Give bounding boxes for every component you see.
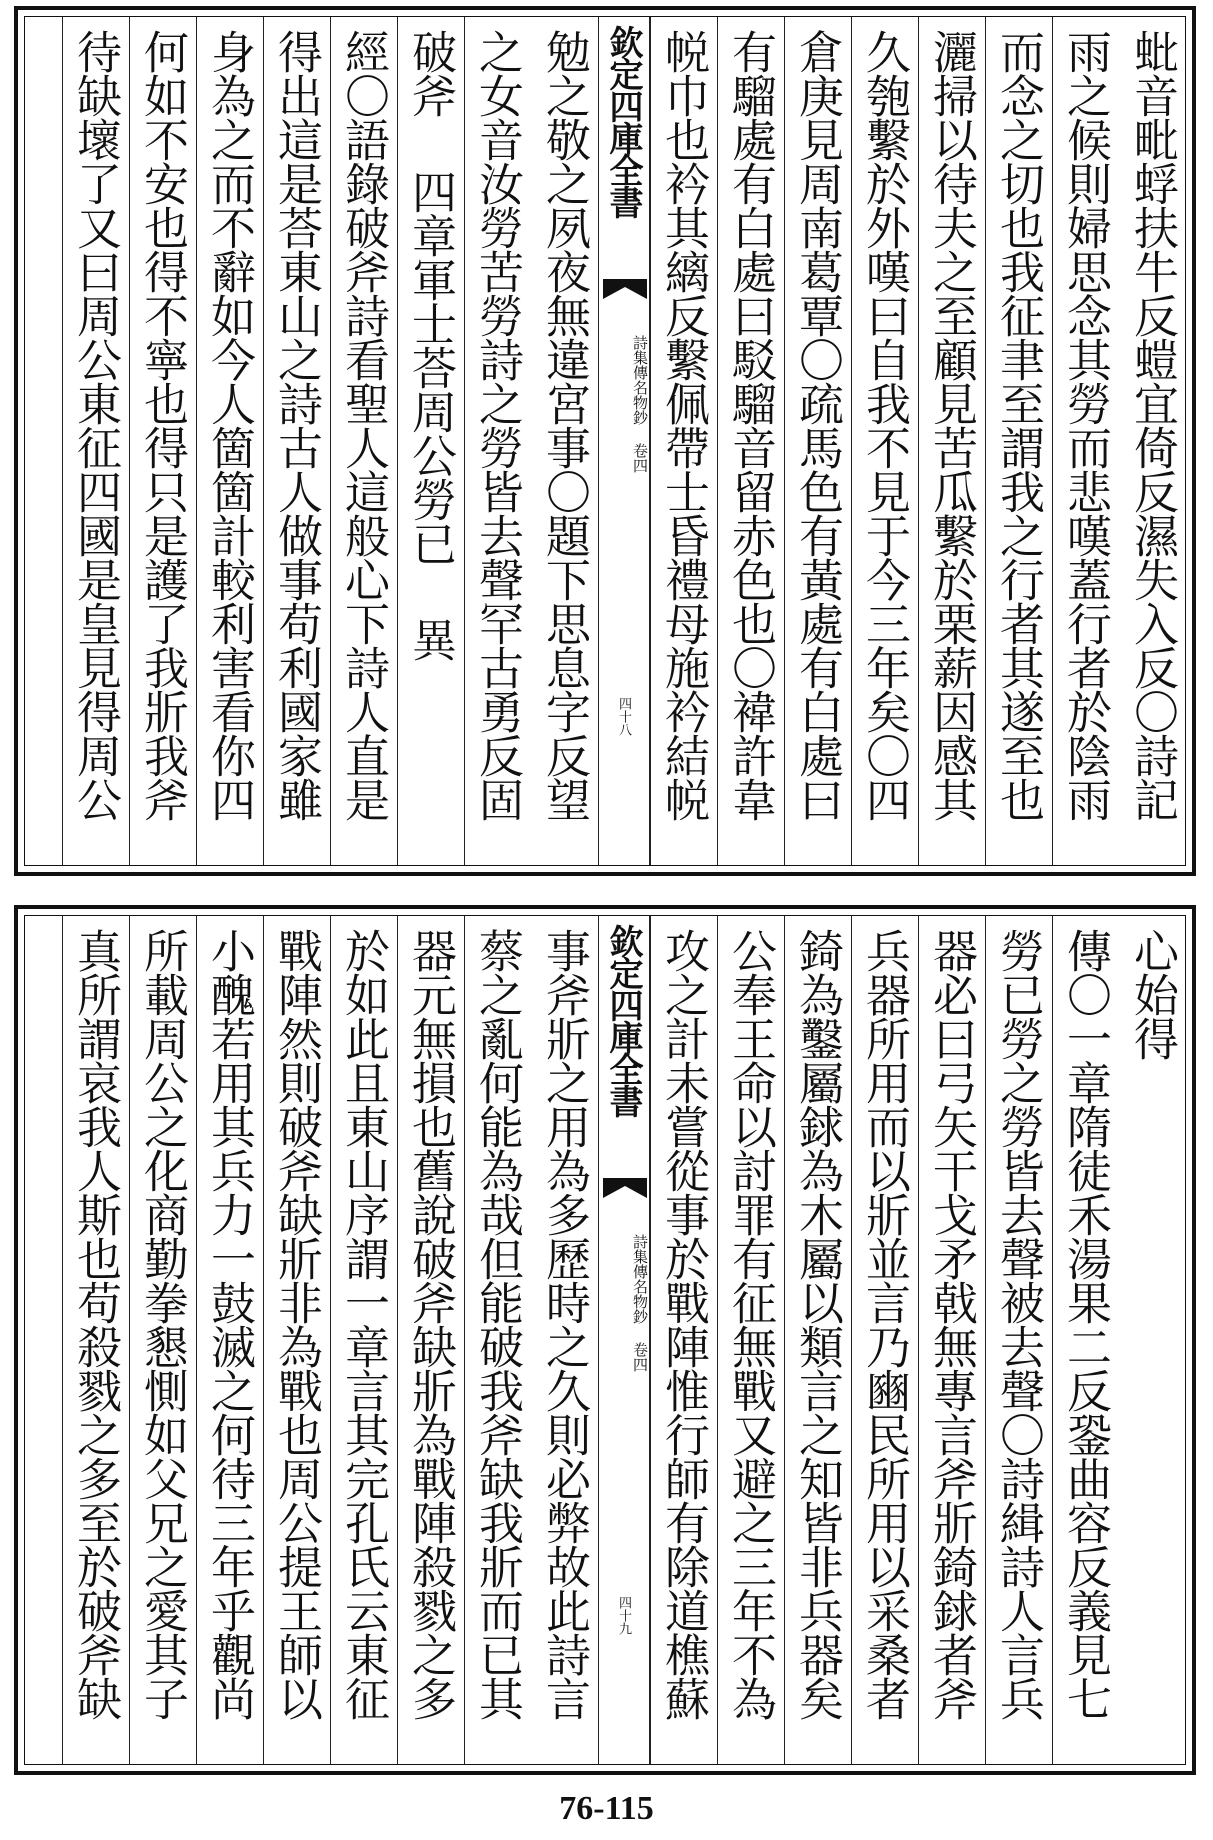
text-column xyxy=(784,916,851,1764)
column-text: 公奉王命以討罪有征無戰又避之三年不為 xyxy=(724,928,777,1720)
column-text: 勉之敬之夙夜無違宮事〇題下思息字反望 xyxy=(538,29,591,821)
column-text: 而念之切也我征聿至謂我之行者其遂至也 xyxy=(992,29,1045,821)
column-text: 經〇語錄破斧詩看聖人這般心下詩人直是 xyxy=(337,29,390,821)
spine-book-title xyxy=(599,335,649,505)
column-text: 久匏繫於外嘆曰自我不見于今三年矣〇四 xyxy=(858,29,911,821)
column-text: 心始得 xyxy=(1126,928,1179,1060)
text-column xyxy=(1052,17,1119,865)
text-column xyxy=(464,17,531,865)
text-column xyxy=(330,17,397,865)
column-text: 真所謂哀我人斯也苟殺戮之多至於破斧缺 xyxy=(69,928,122,1720)
text-column xyxy=(717,916,784,1764)
text-column xyxy=(851,17,918,865)
text-column xyxy=(1119,17,1186,865)
column-text: 戰陣然則破斧缺斨非為戰也周公提王師以 xyxy=(270,928,323,1720)
column-text: 於如此且東山序謂一章言其完孔氏云東征 xyxy=(337,928,390,1720)
text-column xyxy=(129,916,196,1764)
text-column xyxy=(717,17,784,865)
page-bottom-frame xyxy=(24,915,1186,1765)
spine-title: 欽定四庫全書 xyxy=(603,25,643,217)
page-top-frame xyxy=(24,16,1186,866)
column-text: 蔡之亂何能為哉但能破我斧缺我斨而已其 xyxy=(471,928,524,1720)
column-text: 所載周公之化商勤拳懇惻如父兄之愛其子 xyxy=(136,928,189,1720)
text-column xyxy=(650,17,717,865)
column-text: 帨巾也衿其縭反繫佩帶士昏禮母施衿結帨 xyxy=(657,29,710,821)
column-text: 灑掃以待夫之至顧見苦瓜繫於栗薪因感其 xyxy=(925,29,978,821)
text-column xyxy=(330,916,397,1764)
text-column xyxy=(1052,916,1119,1764)
page-bottom xyxy=(14,905,1196,1775)
text-column xyxy=(397,916,464,1764)
text-column xyxy=(650,916,717,1764)
text-column xyxy=(263,916,330,1764)
text-column xyxy=(918,17,985,865)
column-text: 小醜若用其兵力一鼓滅之何待三年乎觀尚 xyxy=(203,928,256,1720)
column-text: 器元無損也舊說破斧缺斨為戰陣殺戮之多 xyxy=(404,928,457,1720)
text-column xyxy=(985,17,1052,865)
column-text: 得出這是荅東山之詩古人做事苟利國家雖 xyxy=(270,29,323,821)
text-column xyxy=(918,916,985,1764)
text-column xyxy=(196,916,263,1764)
column-text: 身為之而不辭如今人箇箇計較利害看你四 xyxy=(203,29,256,821)
column-text: 待缺壞了又曰周公東征四國是皇見得周公 xyxy=(69,29,122,821)
column-text: 錡為鑿屬銶為木屬以類言之知皆非兵器矣 xyxy=(791,928,844,1720)
text-column xyxy=(129,17,196,865)
fish-tail-mark-icon xyxy=(603,279,647,323)
column-text: 蚍音毗蜉扶牛反螘宜倚反濕失入反〇詩記 xyxy=(1126,29,1179,821)
column-text: 攻之計未嘗從事於戰陣惟行師有除道樵蘇 xyxy=(657,928,710,1720)
column-text: 雨之候則婦思念其勞而悲嘆蓋行者於陰雨 xyxy=(1059,29,1112,821)
spine-volume: 卷四 xyxy=(631,1342,649,1372)
column-text: 事斧斨之用為多歷時之久則必弊故此詩言 xyxy=(538,928,591,1720)
spine-book-name: 詩集傳名物鈔 xyxy=(631,335,649,425)
column-text: 何如不安也得不寧也得只是護了我斨我斧 xyxy=(136,29,189,821)
text-column xyxy=(531,916,598,1764)
page-top xyxy=(14,6,1196,876)
column-text: 勞已勞之勞皆去聲被去聲〇詩緝詩人言兵 xyxy=(992,928,1045,1720)
page-footer-number: 76-115 xyxy=(559,1790,654,1827)
center-spine xyxy=(598,916,650,1764)
spine-book-name: 詩集傳名物鈔 xyxy=(631,1234,649,1324)
text-column xyxy=(62,17,129,865)
text-column xyxy=(985,916,1052,1764)
column-text: 傳〇一章隋徒禾湯果二反銎曲容反義見七 xyxy=(1059,928,1112,1720)
spine-page-number: 四十九 xyxy=(616,1596,631,1635)
column-text: 器必曰弓矢干戈矛戟無專言斧斨錡銶者斧 xyxy=(925,928,978,1720)
center-spine xyxy=(598,17,650,865)
text-column xyxy=(62,916,129,1764)
fish-tail-mark-icon xyxy=(603,1178,647,1222)
spine-title: 欽定四庫全書 xyxy=(603,924,643,1116)
text-column xyxy=(531,17,598,865)
spine-volume: 卷四 xyxy=(631,443,649,473)
column-text: 兵器所用而以斨並言乃豳民所用以采桑者 xyxy=(858,928,911,1720)
text-column xyxy=(1119,916,1186,1764)
text-column xyxy=(784,17,851,865)
column-text: 破斧 四章軍士荅周公勞已 異 xyxy=(404,29,457,661)
column-text: 有騮處有白處曰駁騮音留赤色也〇褘許韋 xyxy=(724,29,777,821)
spine-book-title xyxy=(599,1234,649,1404)
column-text: 之女音汝勞苦勞詩之勞皆去聲罕古勇反固 xyxy=(471,29,524,821)
spine-page-number: 四十八 xyxy=(616,697,631,736)
column-text: 倉庚見周南葛覃〇疏馬色有黃處有白處曰 xyxy=(791,29,844,821)
text-column xyxy=(851,916,918,1764)
text-column xyxy=(196,17,263,865)
text-column xyxy=(464,916,531,1764)
text-column xyxy=(397,17,464,865)
text-column xyxy=(263,17,330,865)
